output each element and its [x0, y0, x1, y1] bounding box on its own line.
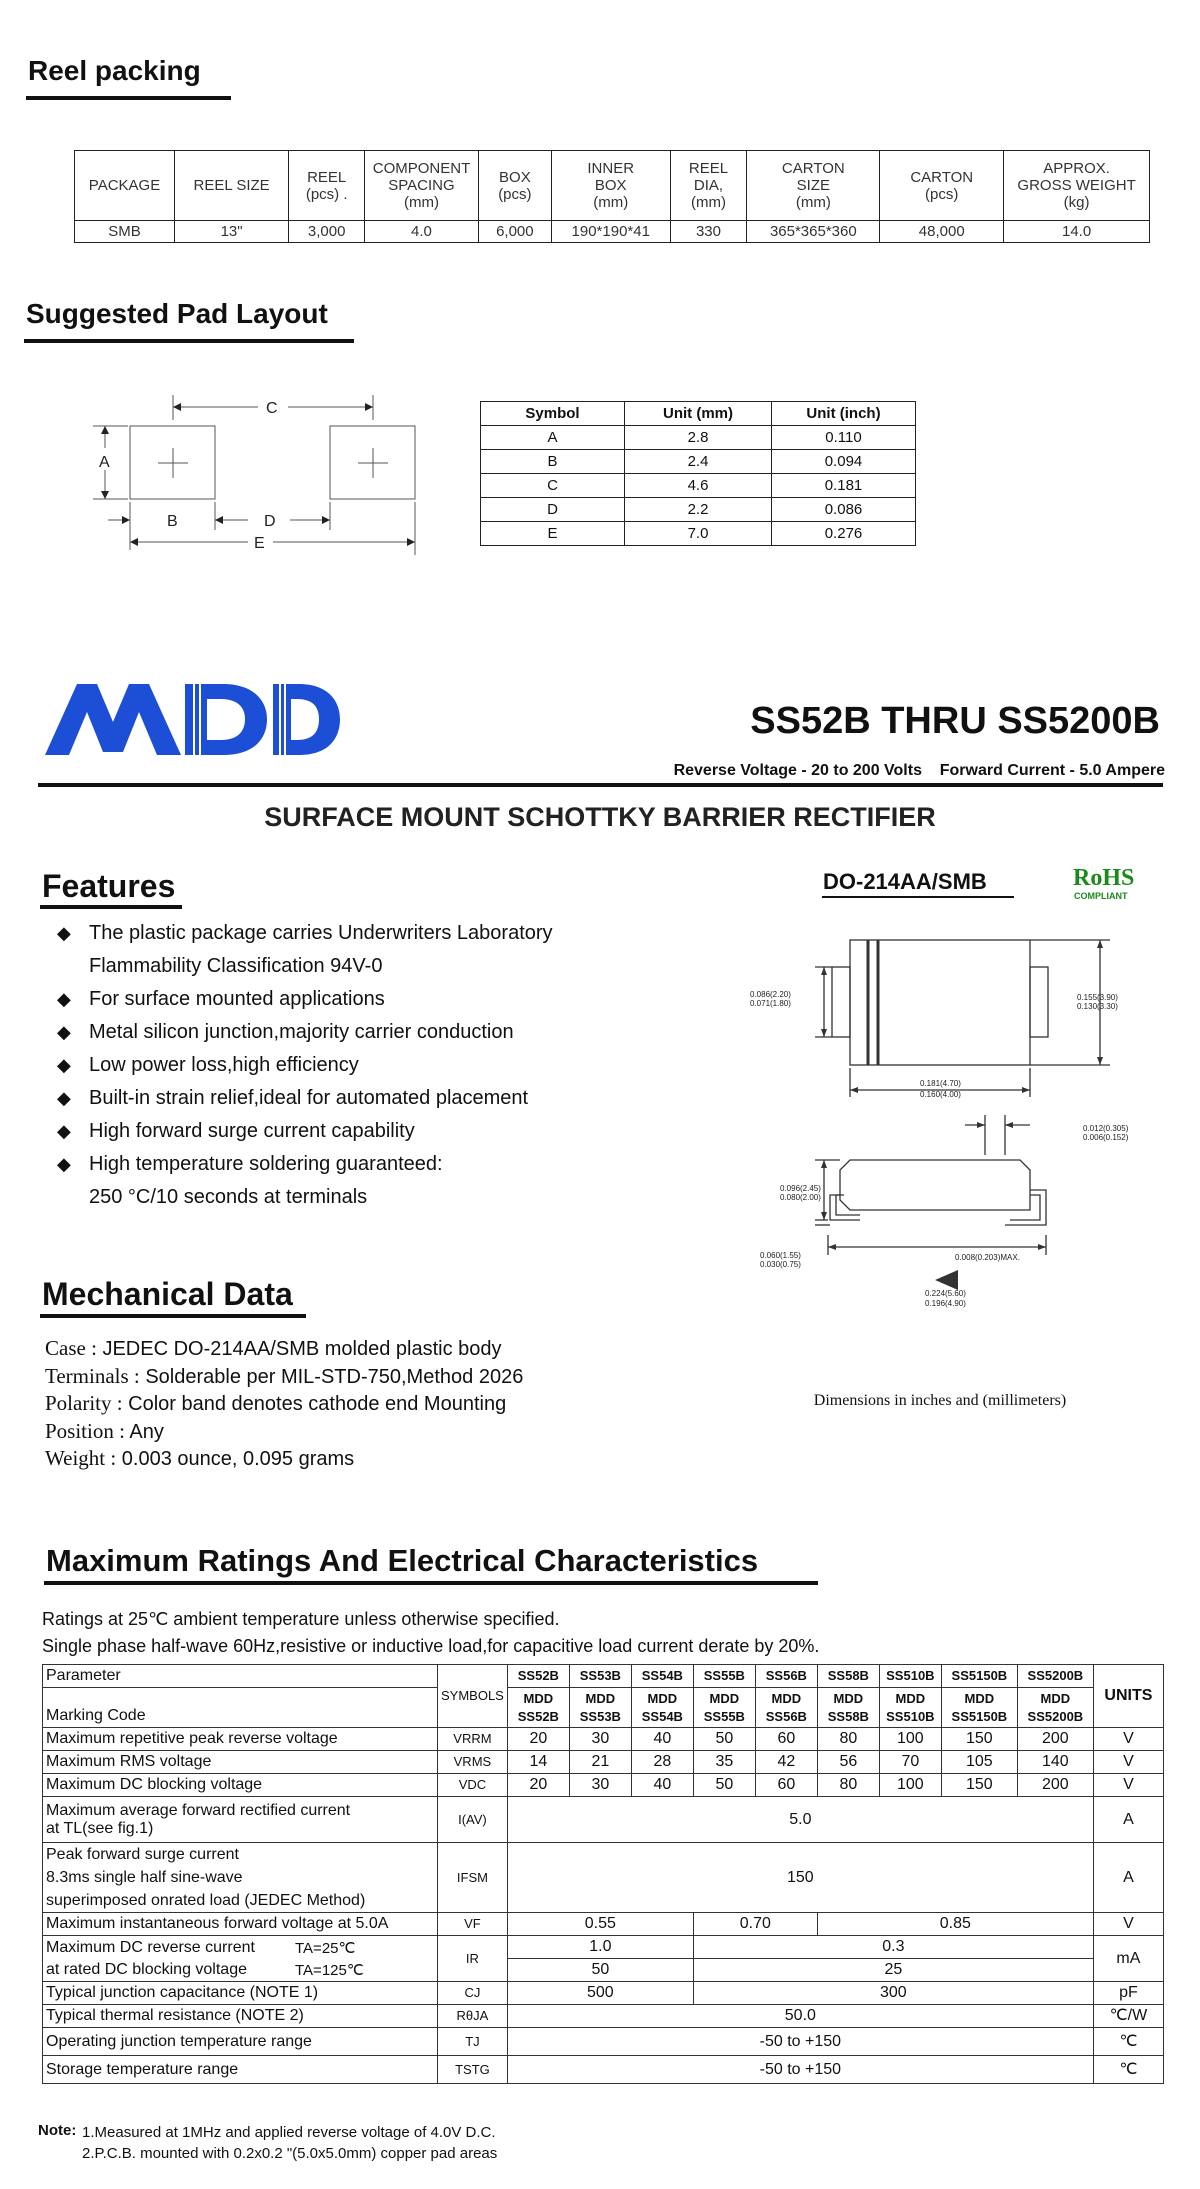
ratings-marking-row: [43, 1688, 1164, 1728]
param-name: Typical thermal resistance (NOTE 2): [43, 2005, 438, 2028]
feature-item: ◆ Low power loss,high efficiency: [55, 1049, 553, 1082]
cj-row: [43, 1982, 1164, 2005]
diamond-bullet-icon: ◆: [57, 1121, 71, 1141]
value-cell: 42: [755, 1751, 817, 1774]
value-cell: 20: [507, 1728, 569, 1751]
part-header: SS53B: [569, 1665, 631, 1688]
diamond-bullet-icon: ◆: [57, 1088, 71, 1108]
dim-label-d: D: [264, 513, 276, 530]
value-cell: 0.55: [507, 1913, 693, 1936]
dimensions-caption: Dimensions in inches and (millimeters): [813, 1392, 1067, 1409]
value-cell: 50: [693, 1728, 755, 1751]
unit-cell: A: [1093, 1843, 1163, 1913]
value-cell: 50: [507, 1959, 693, 1982]
symbols-header: SYMBOLS: [438, 1665, 508, 1728]
package-name: DO-214AA/SMB: [823, 869, 987, 894]
pad-cell: D: [481, 498, 625, 522]
reel-cell: 13": [175, 221, 289, 243]
value-cell: 14: [507, 1751, 569, 1774]
pad-layout-underline: [24, 339, 354, 343]
reel-header-package: PACKAGE: [75, 151, 175, 221]
iav-row: [43, 1797, 1164, 1843]
vf-row: [43, 1913, 1164, 1936]
reel-cell: 6,000: [478, 221, 551, 243]
value-cell: 140: [1017, 1751, 1093, 1774]
note-2: 2.P.C.B. mounted with 0.2x0.2 "(5.0x5.0mm) copper pad areas: [82, 2145, 498, 2162]
pad-row: [481, 426, 916, 450]
value-cell: 30: [569, 1728, 631, 1751]
unit-cell: ℃/W: [1093, 2005, 1163, 2028]
pad-cell: 0.110: [772, 426, 916, 450]
marking-cell: MDD SS54B: [631, 1688, 693, 1728]
param-name: Operating junction temperature range: [43, 2028, 438, 2056]
param-symbol: VRRM: [438, 1728, 508, 1751]
reel-header-box: BOX (pcs): [478, 151, 551, 221]
vrms-row: [43, 1751, 1164, 1774]
param-name: Typical junction capacitance (NOTE 1): [43, 1982, 438, 2005]
unit-cell: V: [1093, 1728, 1163, 1751]
pad-header-row: [481, 402, 916, 426]
value-cell: 40: [631, 1728, 693, 1751]
value-cell: 80: [817, 1728, 879, 1751]
dim-text: 0.130(3.30): [1077, 1002, 1118, 1011]
value-cell: 50.0: [507, 2005, 1093, 2028]
pad-cell: 0.181: [772, 474, 916, 498]
feature-item: ◆ Built-in strain relief,ideal for automated placement: [55, 1082, 553, 1115]
value-cell: 25: [693, 1959, 1093, 1982]
tj-row: [43, 2028, 1164, 2056]
ratings-note-1: Ratings at 25℃ ambient temperature unless otherwise specified.: [42, 1609, 560, 1629]
part-header: SS58B: [817, 1665, 879, 1688]
marking-cell: MDD SS56B: [755, 1688, 817, 1728]
mech-line: Position : Any: [45, 1418, 164, 1443]
feature-item: ◆ High temperature soldering guaranteed: 250 °C/10 seconds at terminals: [55, 1148, 553, 1214]
vdc-row: [43, 1774, 1164, 1797]
package-name-underline: [822, 896, 1014, 898]
dim-text: 0.096(2.45): [780, 1184, 821, 1193]
value-cell: 150: [507, 1843, 1093, 1913]
param-symbol: IR: [438, 1936, 508, 1982]
reel-packing-table: [74, 150, 1150, 243]
pad-cell: 2.2: [625, 498, 772, 522]
reel-header-spacing: COMPONENT SPACING (mm): [365, 151, 479, 221]
part-header: SS55B: [693, 1665, 755, 1688]
unit-cell: ℃: [1093, 2056, 1163, 2084]
units-header: UNITS: [1093, 1665, 1163, 1728]
value-cell: 50: [693, 1774, 755, 1797]
part-header: SS52B: [507, 1665, 569, 1688]
mechanical-title: Mechanical Data: [42, 1276, 293, 1312]
pad-layout-diagram: [88, 390, 428, 570]
param-name: Peak forward surge current 8.3ms single half sine-wave superimposed onrated load (JEDEC Method): [43, 1843, 438, 1913]
unit-cell: pF: [1093, 1982, 1163, 2005]
dim-text: 0.008(0.203)MAX.: [955, 1253, 1020, 1262]
reel-header-weight: APPROX. GROSS WEIGHT (kg): [1004, 151, 1150, 221]
marking-cell: MDD SS55B: [693, 1688, 755, 1728]
reel-cell: SMB: [75, 221, 175, 243]
dim-label-a: A: [99, 454, 110, 471]
unit-cell: V: [1093, 1774, 1163, 1797]
pad-cell: A: [481, 426, 625, 450]
param-symbol: IFSM: [438, 1843, 508, 1913]
value-cell: 60: [755, 1728, 817, 1751]
mdd-logo: [45, 682, 340, 757]
dim-label-c: C: [266, 400, 278, 417]
pad-header-inch: Unit (inch): [772, 402, 916, 426]
value-cell: 200: [1017, 1728, 1093, 1751]
param-symbol: I(AV): [438, 1797, 508, 1843]
rth-row: [43, 2005, 1164, 2028]
tstg-row: [43, 2056, 1164, 2084]
value-cell: 0.3: [693, 1936, 1093, 1959]
diamond-bullet-icon: ◆: [57, 1055, 71, 1075]
reel-header-carton-size: CARTON SIZE (mm): [747, 151, 880, 221]
reel-header-carton: CARTON (pcs): [880, 151, 1004, 221]
value-cell: 200: [1017, 1774, 1093, 1797]
pad-layout-title: Suggested Pad Layout: [26, 298, 328, 329]
reel-cell: 190*190*41: [551, 221, 670, 243]
reel-header-reel-size: REEL SIZE: [175, 151, 289, 221]
diamond-bullet-icon: ◆: [57, 1022, 71, 1042]
dim-text: 0.080(2.00): [780, 1193, 821, 1202]
part-range-title: SS52B THRU SS5200B: [750, 700, 1160, 742]
dim-text: 0.012(0.305): [1083, 1124, 1129, 1133]
value-cell: 300: [693, 1982, 1093, 2005]
marking-cell: MDD SS5200B: [1017, 1688, 1093, 1728]
param-symbol: TSTG: [438, 2056, 508, 2084]
reel-cell: 14.0: [1004, 221, 1150, 243]
unit-cell: mA: [1093, 1936, 1163, 1982]
ratings-table: [42, 1664, 1164, 2084]
pad-header-mm: Unit (mm): [625, 402, 772, 426]
dim-text: 0.030(0.75): [760, 1260, 801, 1269]
feature-item: ◆ High forward surge current capability: [55, 1115, 553, 1148]
value-cell: 30: [569, 1774, 631, 1797]
mech-line: Terminals : Solderable per MIL-STD-750,Method 2026: [45, 1363, 524, 1388]
notes-label: Note:: [38, 2122, 77, 2139]
value-cell: -50 to +150: [507, 2028, 1093, 2056]
ir-row-1: [43, 1936, 1164, 1959]
reel-cell: 3,000: [289, 221, 365, 243]
diamond-bullet-icon: ◆: [57, 1154, 71, 1174]
dim-text: 0.181(4.70): [920, 1079, 961, 1088]
header-subtitle: Reverse Voltage - 20 to 200 Volts Forward Current - 5.0 Ampere: [673, 762, 1165, 779]
dim-text: 0.071(1.80): [750, 999, 791, 1008]
reel-packing-title: Reel packing: [28, 55, 201, 86]
mechanical-data-block: [45, 1335, 523, 1473]
param-symbol: VDC: [438, 1774, 508, 1797]
value-cell: 56: [817, 1751, 879, 1774]
part-header: SS5150B: [941, 1665, 1017, 1688]
pad-cell: 7.0: [625, 522, 772, 546]
value-cell: 100: [879, 1774, 941, 1797]
value-cell: 100: [879, 1728, 941, 1751]
param-name: Storage temperature range: [43, 2056, 438, 2084]
dim-label-e: E: [254, 535, 265, 552]
marking-cell: MDD SS510B: [879, 1688, 941, 1728]
pad-row: [481, 522, 916, 546]
reel-cell: 4.0: [365, 221, 479, 243]
param-symbol: RθJA: [438, 2005, 508, 2028]
marking-cell: MDD SS52B: [507, 1688, 569, 1728]
pad-dimensions-table: [480, 401, 916, 546]
reel-packing-underline: [26, 96, 231, 100]
rohs-compliant: COMPLIANT: [1074, 891, 1128, 901]
pad-row: [481, 450, 916, 474]
dim-text: 0.006(0.152): [1083, 1133, 1129, 1142]
pad-cell: 2.4: [625, 450, 772, 474]
value-cell: 0.85: [817, 1913, 1093, 1936]
mech-line: Polarity : Color band denotes cathode end Mounting: [45, 1391, 507, 1415]
pad-cell: B: [481, 450, 625, 474]
part-header: SS54B: [631, 1665, 693, 1688]
unit-cell: V: [1093, 1751, 1163, 1774]
dim-text: 0.060(1.55): [760, 1251, 801, 1260]
dim-text: 0.224(5.60): [925, 1289, 966, 1298]
features-underline: [40, 905, 182, 909]
param-symbol: VF: [438, 1913, 508, 1936]
param-name: Maximum repetitive peak reverse voltage: [43, 1728, 438, 1751]
reel-header-row: [75, 151, 1150, 221]
dim-text: 0.160(4.00): [920, 1090, 961, 1099]
param-name: Maximum DC reverse current at rated DC blocking voltage TA=25℃ TA=125℃: [43, 1936, 438, 1982]
part-header: SS56B: [755, 1665, 817, 1688]
marking-code-label: Marking Code: [43, 1688, 438, 1728]
reel-header-reel: REEL (pcs) .: [289, 151, 365, 221]
note-1: 1.Measured at 1MHz and applied reverse voltage of 4.0V D.C.: [82, 2124, 496, 2141]
ratings-note-2: Single phase half-wave 60Hz,resistive or inductive load,for capacitive load current derate by 20%.: [42, 1636, 820, 1656]
dim-label-b: B: [167, 513, 178, 530]
reel-data-row: [75, 221, 1150, 243]
pad-cell: 0.086: [772, 498, 916, 522]
feature-item: ◆ Metal silicon junction,majority carrier conduction: [55, 1016, 553, 1049]
unit-cell: ℃: [1093, 2028, 1163, 2056]
dim-text: 0.086(2.20): [750, 990, 791, 999]
value-cell: 5.0: [507, 1797, 1093, 1843]
ifsm-row: [43, 1843, 1164, 1913]
mech-line: Case : JEDEC DO-214AA/SMB molded plastic body: [45, 1336, 502, 1360]
value-cell: 80: [817, 1774, 879, 1797]
pad-cell: 0.094: [772, 450, 916, 474]
param-header: Parameter: [43, 1665, 438, 1688]
param-name: Maximum DC blocking voltage: [43, 1774, 438, 1797]
param-name: Maximum average forward rectified current at TL(see fig.1): [43, 1797, 438, 1843]
reel-header-reel-dia: REEL DIA, (mm): [670, 151, 747, 221]
ir-temp-25: TA=25℃: [295, 1940, 356, 1957]
part-header: SS5200B: [1017, 1665, 1093, 1688]
part-header: SS510B: [879, 1665, 941, 1688]
value-cell: 500: [507, 1982, 693, 2005]
marking-cell: MDD SS5150B: [941, 1688, 1017, 1728]
pad-cell: 2.8: [625, 426, 772, 450]
mechanical-underline: [40, 1314, 306, 1318]
polarity-diode-icon: [935, 1270, 958, 1290]
pad-header-symbol: Symbol: [481, 402, 625, 426]
pad-cell: 4.6: [625, 474, 772, 498]
value-cell: 150: [941, 1774, 1017, 1797]
header-rule: [38, 783, 1163, 787]
value-cell: 21: [569, 1751, 631, 1774]
ir-temp-125: TA=125℃: [295, 1962, 364, 1979]
value-cell: 60: [755, 1774, 817, 1797]
unit-cell: V: [1093, 1913, 1163, 1936]
value-cell: 35: [693, 1751, 755, 1774]
vrrm-row: [43, 1728, 1164, 1751]
value-cell: 0.70: [693, 1913, 817, 1936]
feature-item: ◆ The plastic package carries Underwriters Laboratory Flammability Classification 94V-0: [55, 917, 553, 983]
ratings-title: Maximum Ratings And Electrical Characteristics: [46, 1543, 759, 1578]
pad-cell: 0.276: [772, 522, 916, 546]
reel-cell: 330: [670, 221, 747, 243]
value-cell: 1.0: [507, 1936, 693, 1959]
dim-text: 0.155(3.90): [1077, 993, 1118, 1002]
mech-line: Weight : 0.003 ounce, 0.095 grams: [45, 1446, 355, 1470]
value-cell: -50 to +150: [507, 2056, 1093, 2084]
value-cell: 28: [631, 1751, 693, 1774]
value-cell: 70: [879, 1751, 941, 1774]
features-list: [55, 917, 553, 1214]
features-title: Features: [42, 868, 176, 904]
pad-cell: E: [481, 522, 625, 546]
unit-cell: A: [1093, 1797, 1163, 1843]
value-cell: 150: [941, 1728, 1017, 1751]
param-symbol: VRMS: [438, 1751, 508, 1774]
diamond-bullet-icon: ◆: [57, 923, 71, 943]
param-name: Maximum instantaneous forward voltage at 5.0A: [43, 1913, 438, 1936]
reel-header-inner-box: INNER BOX (mm): [551, 151, 670, 221]
param-name: Maximum RMS voltage: [43, 1751, 438, 1774]
dim-text: 0.196(4.90): [925, 1299, 966, 1308]
value-cell: 20: [507, 1774, 569, 1797]
diamond-bullet-icon: ◆: [57, 989, 71, 1009]
pad-row: [481, 474, 916, 498]
param-symbol: TJ: [438, 2028, 508, 2056]
param-symbol: CJ: [438, 1982, 508, 2005]
reel-cell: 48,000: [880, 221, 1004, 243]
reel-cell: 365*365*360: [747, 221, 880, 243]
marking-cell: MDD SS58B: [817, 1688, 879, 1728]
value-cell: 40: [631, 1774, 693, 1797]
document-title: SURFACE MOUNT SCHOTTKY BARRIER RECTIFIER: [264, 802, 936, 832]
pad-cell: C: [481, 474, 625, 498]
pad-row: [481, 498, 916, 522]
package-outline-drawing: [740, 925, 1150, 1315]
marking-cell: MDD SS53B: [569, 1688, 631, 1728]
value-cell: 105: [941, 1751, 1017, 1774]
ratings-part-row: [43, 1665, 1164, 1688]
rohs-logo: RoHS: [1073, 865, 1135, 891]
ratings-underline: [44, 1581, 818, 1585]
feature-item: ◆ For surface mounted applications: [55, 983, 553, 1016]
